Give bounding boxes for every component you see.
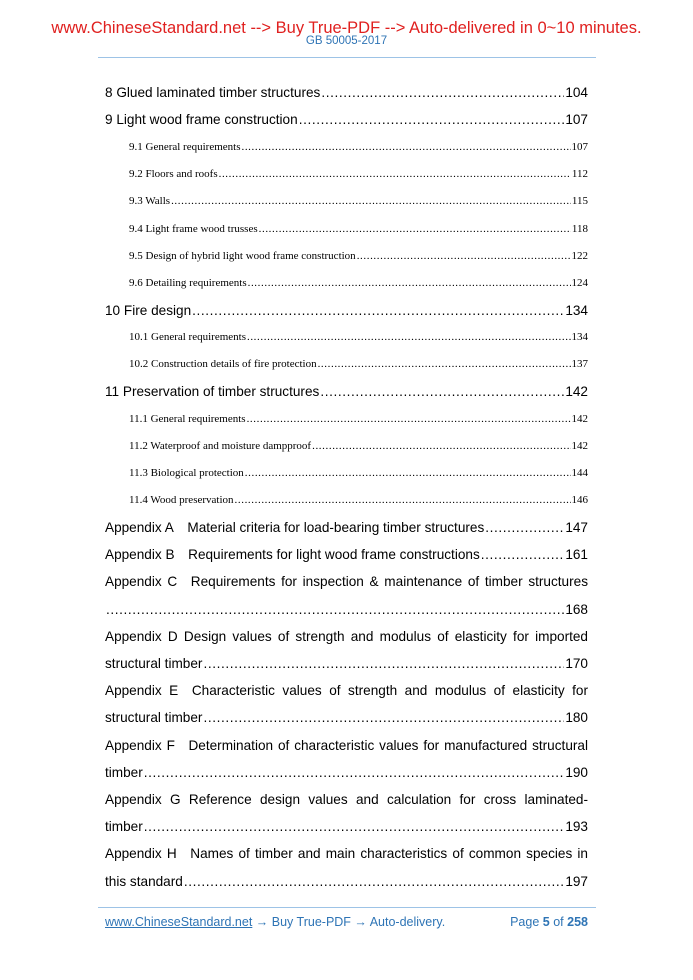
toc-title-cont: structural timber <box>105 656 203 672</box>
toc-entry-continued[interactable] <box>105 704 588 731</box>
toc-title: Appendix B Requirements for light wood frame constructions <box>105 547 480 563</box>
toc-entry-continued[interactable] <box>105 759 588 786</box>
toc-title-cont: timber <box>105 819 143 835</box>
toc-title: 11.4 Wood preservation <box>129 494 234 507</box>
leader-dots <box>241 141 570 153</box>
leader-dots <box>144 819 565 834</box>
toc-title-cont: structural timber <box>105 710 203 726</box>
page-label: Page <box>510 915 540 929</box>
toc-entry[interactable] <box>105 460 588 487</box>
leader-dots <box>106 602 564 617</box>
toc-entry[interactable] <box>105 514 588 541</box>
toc-title: 11.2 Waterproof and moisture dampproof <box>129 440 312 453</box>
leader-dots <box>184 874 564 889</box>
toc-title: Appendix E Characteristic values of strength and modulus of elasticity for <box>105 683 588 699</box>
leader-dots <box>481 547 565 562</box>
toc-title: 11 Preservation of timber structures <box>105 384 320 400</box>
toc-title: 9 Light wood frame construction <box>105 112 298 128</box>
toc-page: 118 <box>571 222 588 235</box>
toc-page: 144 <box>571 467 588 480</box>
leader-dots <box>299 112 565 127</box>
toc-title: 11.3 Biological protection <box>129 467 244 480</box>
leader-dots <box>247 413 571 425</box>
toc-page: 115 <box>571 195 588 208</box>
toc-title-cont: timber <box>105 764 143 780</box>
toc-page: 124 <box>571 276 588 289</box>
toc-page: 107 <box>565 112 588 128</box>
toc-entry[interactable] <box>105 351 588 378</box>
toc-title: 8 Glued laminated timber structures <box>105 85 321 101</box>
table-of-contents <box>105 79 588 895</box>
leader-dots <box>259 223 571 235</box>
leader-dots <box>318 358 571 370</box>
leader-dots <box>203 710 564 725</box>
toc-page: 170 <box>565 656 588 672</box>
toc-entry[interactable] <box>105 732 588 759</box>
toc-title: Appendix D Design values of strength and modulus of elasticity for imported <box>105 628 588 644</box>
toc-page: 190 <box>565 764 588 780</box>
toc-entry[interactable] <box>105 106 588 133</box>
toc-title: 10 Fire design <box>105 302 192 318</box>
toc-entry-continued[interactable] <box>105 650 588 677</box>
footer-divider <box>98 907 596 908</box>
toc-title: 9.6 Detailing requirements <box>129 276 247 289</box>
toc-page: 134 <box>565 302 588 318</box>
toc-entry[interactable] <box>105 269 588 296</box>
toc-entry-continued[interactable] <box>105 813 588 840</box>
toc-entry[interactable] <box>105 840 588 867</box>
toc-page: 104 <box>565 85 588 101</box>
toc-entry-continued[interactable] <box>105 596 588 623</box>
toc-page: 122 <box>571 249 588 262</box>
toc-entry[interactable] <box>105 541 588 568</box>
toc-page: 180 <box>565 710 588 726</box>
leader-dots <box>485 520 564 535</box>
toc-title: Appendix A Material criteria for load-bearing timber structures <box>105 520 485 536</box>
leader-dots <box>144 765 565 780</box>
toc-entry[interactable] <box>105 677 588 704</box>
toc-title: 9.5 Design of hybrid light wood frame construction <box>129 249 356 262</box>
toc-entry[interactable] <box>105 568 588 595</box>
toc-page: 168 <box>565 601 588 617</box>
toc-page: 137 <box>571 358 588 371</box>
toc-entry-continued[interactable] <box>105 867 588 894</box>
leader-dots <box>312 440 570 452</box>
toc-entry[interactable] <box>105 215 588 242</box>
toc-title: Appendix H Names of timber and main characteristics of common species in <box>105 846 588 862</box>
leader-dots <box>203 656 564 671</box>
toc-page: 142 <box>565 384 588 400</box>
toc-page: 142 <box>571 412 588 425</box>
leader-dots <box>321 85 564 100</box>
toc-title-cont: this standard <box>105 873 183 889</box>
toc-page: 197 <box>565 873 588 889</box>
standard-number: GB 50005-2017 <box>305 35 388 47</box>
toc-page: 107 <box>571 140 588 153</box>
page-of: of <box>553 915 564 929</box>
toc-entry[interactable] <box>105 623 588 650</box>
toc-entry[interactable] <box>105 405 588 432</box>
leader-dots <box>247 331 571 343</box>
toc-entry[interactable] <box>105 79 588 106</box>
page-number: 5 <box>542 915 550 929</box>
toc-page: 161 <box>565 547 588 563</box>
leader-dots <box>171 195 571 207</box>
toc-title: 9.3 Walls <box>129 195 171 208</box>
toc-title: 11.1 General requirements <box>129 412 246 425</box>
toc-entry[interactable] <box>105 297 588 324</box>
toc-page: 134 <box>571 331 588 344</box>
footer-link[interactable]: www.ChineseStandard.net <box>105 915 253 929</box>
toc-title: Appendix C Requirements for inspection & maintenance of timber structures <box>105 574 588 590</box>
toc-entry[interactable] <box>105 242 588 269</box>
toc-entry[interactable] <box>105 378 588 405</box>
toc-title: 10.1 General requirements <box>129 331 246 344</box>
toc-page: 147 <box>565 520 588 536</box>
toc-entry[interactable] <box>105 324 588 351</box>
toc-page: 142 <box>571 440 588 453</box>
leader-dots <box>245 467 571 479</box>
toc-entry[interactable] <box>105 786 588 813</box>
toc-title: Appendix G Reference design values and calculation for cross laminated- <box>105 791 588 807</box>
toc-page: 146 <box>571 494 588 507</box>
toc-page: 112 <box>571 168 588 181</box>
toc-entry[interactable] <box>105 133 588 160</box>
toc-page: 193 <box>565 819 588 835</box>
header-divider <box>98 57 596 58</box>
footer-text: → Buy True-PDF → Auto-delivery. <box>252 915 446 929</box>
leader-dots <box>248 277 571 289</box>
toc-title: 9.2 Floors and roofs <box>129 168 218 181</box>
footer <box>105 915 588 929</box>
leader-dots <box>192 303 564 318</box>
toc-title: Appendix F Determination of characteristic values for manufactured structural <box>105 737 588 753</box>
toc-entry[interactable] <box>105 487 588 514</box>
promo-banner[interactable]: www.ChineseStandard.net --> Buy True-PDF --> Auto-delivered in 0~10 minutes. <box>51 19 642 37</box>
toc-title: 9.1 General requirements <box>129 140 241 153</box>
toc-entry[interactable] <box>105 188 588 215</box>
page-total: 258 <box>567 915 588 929</box>
toc-entry[interactable] <box>105 432 588 459</box>
leader-dots <box>219 168 571 180</box>
leader-dots <box>357 250 571 262</box>
toc-title: 9.4 Light frame wood trusses <box>129 222 258 235</box>
leader-dots <box>235 494 571 506</box>
toc-entry[interactable] <box>105 161 588 188</box>
leader-dots <box>320 384 564 399</box>
toc-title: 10.2 Construction details of fire protection <box>129 358 317 371</box>
